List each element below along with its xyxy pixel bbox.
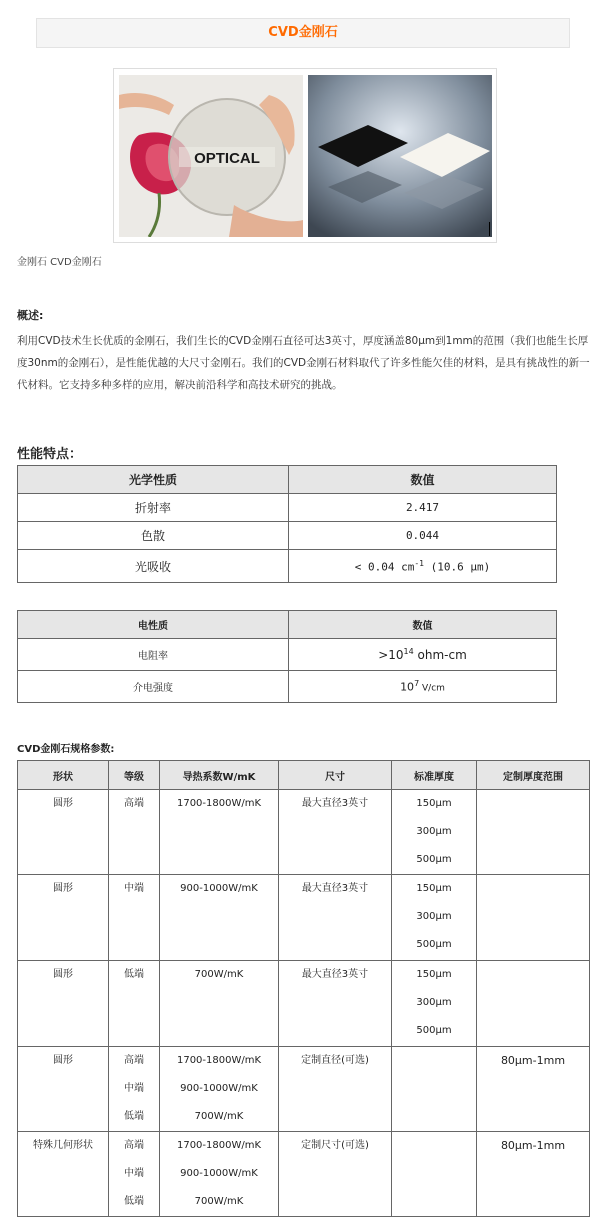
size-cell: 定制直径(可选) — [279, 1047, 392, 1132]
table-row — [18, 1132, 590, 1217]
table-row — [18, 639, 557, 671]
shape-cell: 圆形 — [18, 1047, 109, 1132]
std-thickness-cell: 150μm 300μm 500μm — [392, 961, 477, 1047]
table-row — [18, 961, 590, 1047]
std-thickness-cell: 150μm 300μm 500μm — [392, 790, 477, 875]
property-name: 电阻率 — [18, 639, 289, 671]
shape-cell: 圆形 — [18, 790, 109, 875]
conductivity-cell: 700W/mK — [160, 961, 279, 1047]
table-row — [18, 671, 557, 703]
property-value: 2.417 — [289, 494, 557, 522]
conductivity-cell: 900-1000W/mK — [160, 875, 279, 961]
property-value: $10^7$ V/cm — [289, 671, 557, 703]
property-value: $>10^{14}$ ohm-cm — [289, 639, 557, 671]
optical-lens-photo — [119, 75, 303, 237]
shape-cell: 圆形 — [18, 875, 109, 961]
text-cursor — [489, 222, 490, 236]
table-header: 数值 — [289, 466, 557, 494]
table-header: 等级 — [109, 761, 160, 790]
table-row — [18, 550, 557, 583]
table-header: 光学性质 — [18, 466, 289, 494]
custom-range-cell — [477, 790, 590, 875]
product-image — [113, 68, 497, 243]
table-header: 标准厚度 — [392, 761, 477, 790]
std-thickness-cell: 150μm 300μm 500μm — [392, 875, 477, 961]
table-row — [18, 790, 590, 875]
custom-range-cell: 80μm-1mm — [477, 1047, 590, 1132]
table-header: 尺寸 — [279, 761, 392, 790]
custom-range-cell — [477, 875, 590, 961]
size-cell: 最大直径3英寸 — [279, 790, 392, 875]
overview-heading: 概述: — [17, 309, 44, 322]
table-header: 形状 — [18, 761, 109, 790]
grade-cell: 高端 中端 低端 — [109, 1132, 160, 1217]
grade-cell: 低端 — [109, 961, 160, 1047]
table-header: 电性质 — [18, 611, 289, 639]
custom-range-cell — [477, 961, 590, 1047]
table-row — [18, 875, 590, 961]
conductivity-cell: 1700-1800W/mK 900-1000W/mK 700W/mK — [160, 1047, 279, 1132]
page-title: CVD金刚石 — [36, 18, 570, 48]
grade-cell: 高端 中端 低端 — [109, 1047, 160, 1132]
property-name: 色散 — [18, 522, 289, 550]
property-name: 介电强度 — [18, 671, 289, 703]
table-row — [18, 522, 557, 550]
overview-text: 利用CVD技术生长优质的金刚石，我们生长的CVD金刚石直径可达3英寸，厚度涵盖80μm到1mm的范围（我们也能生长厚度30nm的金刚石），是性能优越的大尺寸金刚石。我们的CVD金刚石材料取代了许多性能欠佳的材料，是具有挑战性的新一代材料。它支持多种多样的应用，解决前沿科学和高技术研究的挑战。 — [17, 335, 590, 391]
features-heading: 性能特点： — [17, 447, 83, 462]
grade-cell: 中端 — [109, 875, 160, 961]
table-row — [18, 494, 557, 522]
spec-heading: CVD金刚石规格参数: — [17, 744, 115, 755]
size-cell: 定制尺寸(可选) — [279, 1132, 392, 1217]
std-thickness-cell — [392, 1132, 477, 1217]
custom-range-cell: 80μm-1mm — [477, 1132, 590, 1217]
table-header: 导热系数W/mK — [160, 761, 279, 790]
conductivity-cell: 1700-1800W/mK — [160, 790, 279, 875]
conductivity-cell: 1700-1800W/mK 900-1000W/mK 700W/mK — [160, 1132, 279, 1217]
property-name: 光吸收 — [18, 550, 289, 583]
shape-cell: 圆形 — [18, 961, 109, 1047]
size-cell: 最大直径3英寸 — [279, 875, 392, 961]
property-value: < 0.04 $cm^{-1}$ (10.6 μm) — [289, 550, 557, 583]
table-row — [18, 1047, 590, 1132]
optical-properties-table — [17, 465, 557, 583]
grade-cell: 高端 — [109, 790, 160, 875]
property-value: 0.044 — [289, 522, 557, 550]
size-cell: 最大直径3英寸 — [279, 961, 392, 1047]
electrical-properties-table — [17, 610, 557, 703]
spec-table — [17, 760, 590, 1217]
std-thickness-cell — [392, 1047, 477, 1132]
table-header: 数值 — [289, 611, 557, 639]
optical-label: OPTICAL — [194, 150, 260, 167]
table-header: 定制厚度范围 — [477, 761, 590, 790]
diamond-plates-photo — [308, 75, 492, 237]
property-name: 折射率 — [18, 494, 289, 522]
image-caption: 金刚石 CVD金刚石 — [17, 257, 102, 268]
shape-cell: 特殊几何形状 — [18, 1132, 109, 1217]
